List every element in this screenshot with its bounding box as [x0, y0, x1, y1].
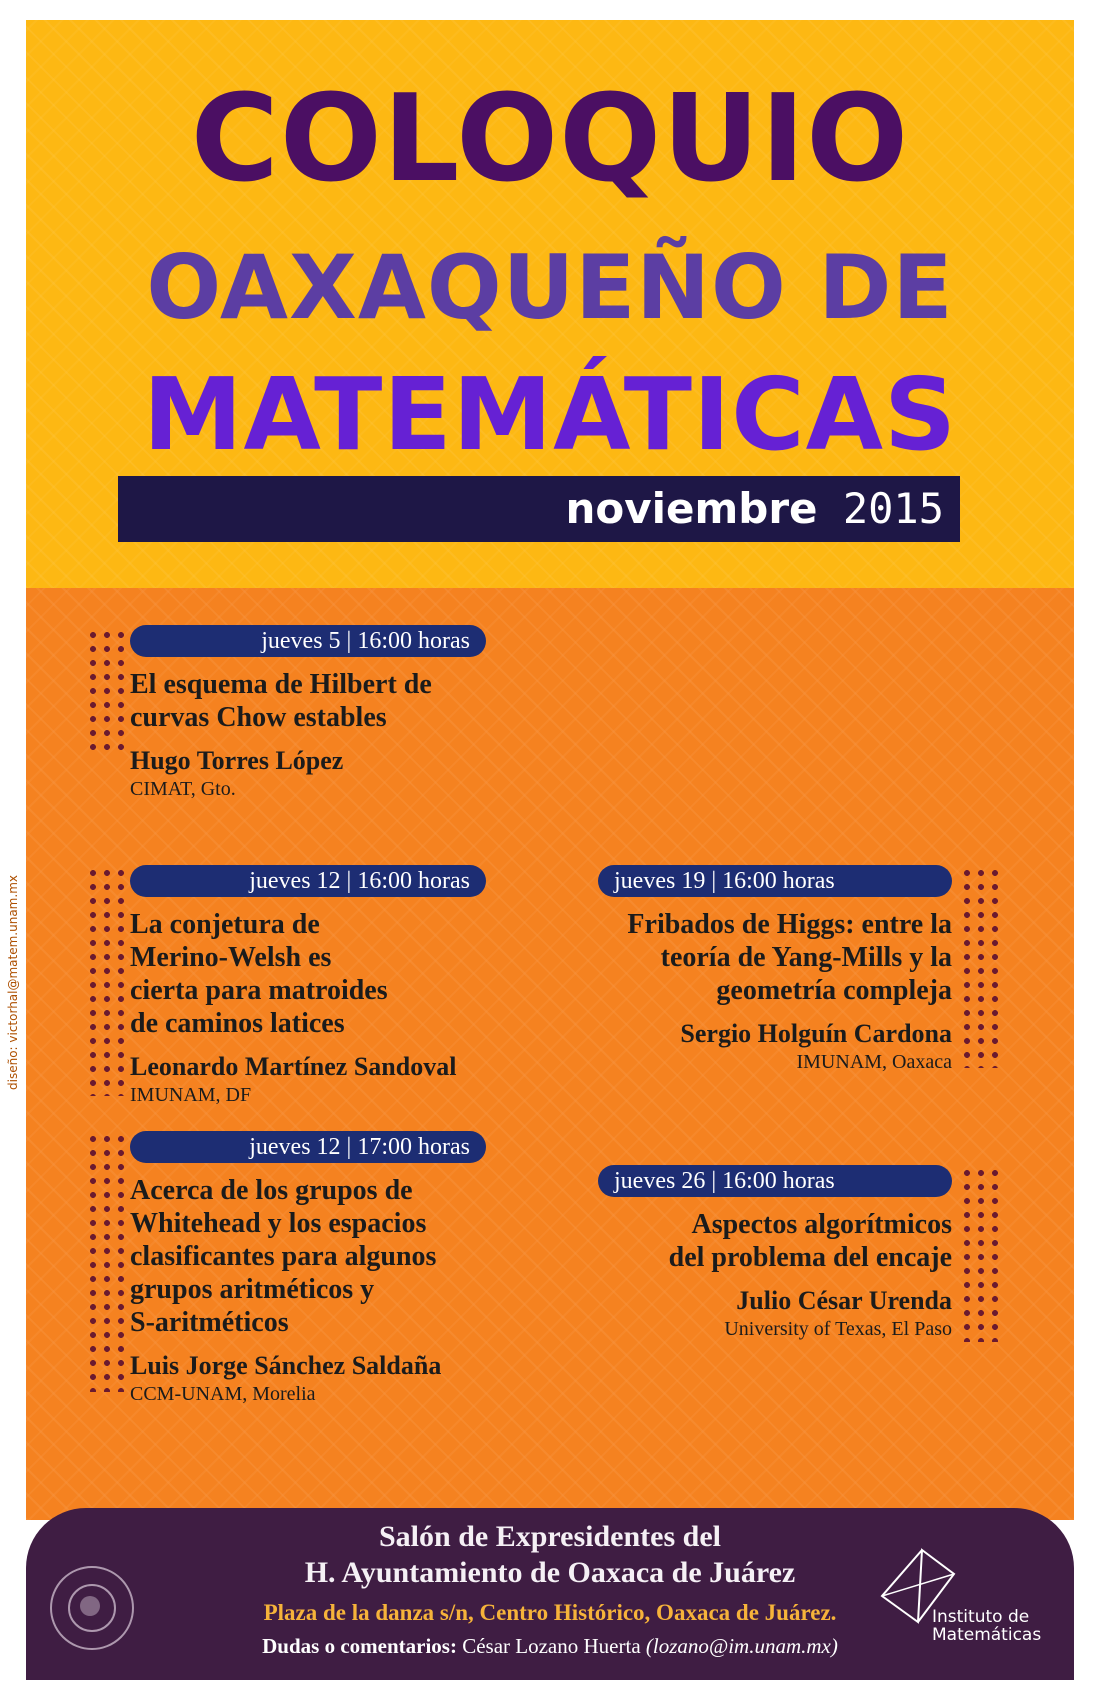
talk-title: Acerca de los grupos de Whitehead y los espacios clasificantes para algunos grupos aritméticos y S-aritméticos [130, 1175, 437, 1338]
dot-column [86, 1132, 130, 1392]
title-line-2: OAXAQUEÑO DE [146, 236, 954, 339]
venue-line-2: H. Ayuntamiento de Oaxaca de Juárez [304, 1556, 796, 1589]
title-line-3: MATEMÁTICAS [142, 356, 958, 473]
date-bar [118, 476, 960, 542]
talk-speaker: Luis Jorge Sánchez Saldaña [130, 1351, 442, 1380]
talk-schedule-pill: jueves 26 | 16:00 horas [598, 1165, 952, 1197]
dot-column [86, 866, 130, 1096]
talk-title: La conjetura de Merino-Welsh es cierta para matroides de caminos latices [130, 909, 388, 1039]
talk-title: El esquema de Hilbert de curvas Chow estables [130, 669, 432, 733]
talk-speaker: Leonardo Martínez Sandoval [130, 1052, 457, 1081]
talk-institution: IMUNAM, DF [130, 1084, 252, 1106]
contact-name: César Lozano Huerta [462, 1634, 641, 1658]
talk-block [130, 908, 530, 1107]
talk-institution: IMUNAM, Oaxaca [796, 1051, 952, 1073]
talk-schedule-pill: jueves 19 | 16:00 horas [598, 865, 952, 897]
logo-text-line-2: Matemáticas [932, 1625, 1042, 1645]
logo-text [932, 1608, 1041, 1644]
venue-line-1: Salón de Expresidentes del [379, 1520, 721, 1553]
talk-block [522, 1208, 952, 1341]
talk-speaker: Julio César Urenda [736, 1286, 952, 1315]
talk-block [522, 908, 952, 1074]
title-line-1: COLOQUIO [190, 70, 910, 209]
header-section [26, 20, 1074, 588]
venue-address: Plaza de la danza s/n, Centro Histórico, Oaxaca de Juárez. [263, 1600, 837, 1625]
design-credit: diseño: victorhal@matem.unam.mx [6, 875, 20, 1090]
talk-institution: CIMAT, Gto. [130, 778, 236, 800]
dot-column [960, 1166, 1004, 1342]
date-year: 2015 [842, 484, 944, 533]
talk-institution: University of Texas, El Paso [724, 1318, 952, 1340]
talk-speaker: Hugo Torres López [130, 746, 344, 775]
date-month: noviembre [565, 484, 818, 533]
talk-schedule-pill: jueves 12 | 16:00 horas [130, 865, 486, 897]
contact-label: Dudas o comentarios: [262, 1634, 457, 1658]
talk-title: Fribados de Higgs: entre la teoría de Yang-Mills y la geometría compleja [627, 909, 952, 1006]
footer [26, 1508, 1074, 1680]
talk-block [130, 668, 530, 801]
talk-schedule-pill: jueves 5 | 16:00 horas [130, 625, 486, 657]
talk-schedule-pill: jueves 12 | 17:00 horas [130, 1131, 486, 1163]
talk-title: Aspectos algorítmicos del problema del encaje [668, 1209, 952, 1273]
talk-block [130, 1174, 550, 1406]
dot-column [960, 866, 1004, 1068]
logo-text-line-1: Instituto de [932, 1607, 1030, 1627]
contact-email: (lozano@im.unam.mx) [645, 1634, 838, 1658]
talk-institution: CCM-UNAM, Morelia [130, 1383, 316, 1405]
talk-speaker: Sergio Holguín Cardona [680, 1019, 952, 1048]
dot-column [86, 628, 130, 758]
instituto-matematicas-logo [878, 1546, 1048, 1666]
talks-section [26, 588, 1074, 1520]
